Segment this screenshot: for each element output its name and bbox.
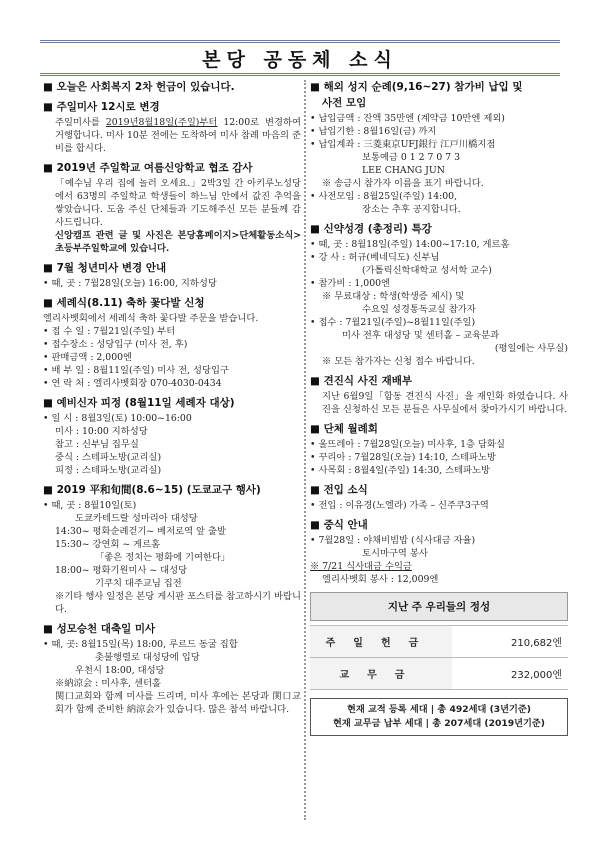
notice-heading: ■ 오늘은 사회복지 2차 헌금이 있습니다.: [43, 81, 235, 93]
section-text: 関口교회와 함께 미사를 드리며, 미사 후에는 본당과 関口교회가 함께 준비한 納涼会가 있습니다. 많은 참석 바랍니다.: [55, 691, 301, 715]
list-item: 엘리사벳회 봉사 : 12,009엔: [322, 574, 439, 585]
household-line: 현재 교무금 납부 세대 | 총 207세대 (2019년기준): [332, 718, 546, 729]
section-heading: ■ 7월 청년미사 변경 안내: [43, 262, 167, 274]
list-item: 기쿠치 대주교님 집전: [95, 578, 182, 589]
table-row: [310, 658, 568, 690]
section-heading: ■ 예비신자 피정 (8월11일 세례자 대상): [43, 397, 235, 409]
list-item: 도쿄카테드랄 성마리아 대성당: [75, 513, 198, 524]
offering-title: 지난 주 우리들의 정성: [310, 592, 568, 621]
section-text: ※기타 행사 일정은 본당 게시판 포스터를 참고하시기 바랍니다.: [55, 591, 301, 615]
section-text: 엘리사벳회에서 세례식 축하 꽃다발 주문을 받습니다.: [43, 313, 259, 324]
list-item: • 전입 : 이유경(노엘라) 가족 – 신주쿠3구역: [310, 500, 489, 511]
list-item: 미사 전후 대성당 및 센터홀 – 교육분과: [342, 330, 500, 341]
summer-school-section: [43, 161, 301, 255]
list-item: 15:30~ 강연회 ~ 게르홈: [55, 539, 161, 550]
offering-value: 232,000엔: [452, 658, 568, 690]
table-row: [310, 626, 568, 658]
list-item: • 강 사 : 허규(베네딕도) 신부님: [310, 252, 440, 263]
peace-section: [43, 483, 301, 616]
list-item: • 배 부 일 : 8월11일(주일) 미사 전, 성당입구: [43, 365, 229, 376]
list-item: ※ 무료대상 : 학생(학생증 제시) 및: [322, 291, 465, 302]
list-item: (가톨릭신학대학교 성서학 교수): [362, 265, 492, 276]
section-heading: ■ 전입 소식: [310, 484, 368, 496]
list-item: 중식 : 스테파노방(교리실): [55, 452, 162, 463]
list-item: 18:00~ 평화기원미사 ~ 대성당: [55, 565, 188, 576]
list-item: 미사 : 10:00 지하성당: [55, 426, 148, 437]
list-item: • 사전모임 : 8월25일(주일) 14:00,: [310, 191, 458, 202]
list-item: • 참가비 : 1,000엔: [310, 278, 391, 289]
list-item: 「좋은 정치는 평화에 기여한다」: [95, 552, 231, 563]
list-item: • 납입기한 : 8월16일(금) 까지: [310, 126, 437, 137]
section-text: 지난 6월9일「함동 견진식 사진」을 재인화 하였습니다. 사진을 신청하신 모든 분들은 사무실에서 찾아가시기 바랍니다.: [322, 391, 568, 415]
list-item: • 때, 곳 : 8월10일(토): [43, 500, 137, 511]
pilgrimage-section: [310, 80, 568, 216]
list-item: • 연 락 처 : 엘리사벳회장 070-4030-0434: [43, 378, 222, 389]
section-heading: ■ 주일미사 12시로 변경: [43, 101, 160, 113]
list-item: LEE CHANG JUN: [362, 165, 445, 176]
youth-mass-section: [43, 261, 301, 290]
household-summary-box: [310, 698, 568, 736]
mass-change-section: [43, 100, 301, 155]
list-item: • 납입금액 : 잔액 35만엔 (계약금 10만엔 제외): [310, 113, 505, 124]
list-item: • 납입계좌 : 三菱東京UFJ銀行 江戸川橋지점: [310, 139, 496, 150]
list-item: 장소는 추후 공지합니다.: [362, 204, 461, 215]
list-item: 수요일 성경통독교실 참가자: [362, 304, 476, 315]
transfer-section: [310, 483, 568, 512]
section-heading: ■ 중식 안내: [310, 519, 368, 531]
household-line: 현재 교적 등록 세대 | 총 492세대 (3년기준): [347, 704, 531, 715]
list-item: • 사목회 : 8월4일(주일) 14:30, 스테파노방: [310, 465, 490, 476]
list-item: 참고 : 신부님 집무실: [55, 439, 139, 450]
section-heading: ■ 세례식(8.11) 축하 꽃다발 신청: [43, 297, 205, 309]
retreat-section: [43, 396, 301, 477]
list-item: • 접수장소 : 성당입구 (미사 전, 후): [43, 339, 188, 350]
offering-value: 210,682엔: [452, 626, 568, 658]
lunch-section: [310, 518, 568, 586]
list-item: ※ 모든 참가자는 신청 접수 바랍니다.: [322, 356, 475, 367]
offering-label: 교무금: [310, 658, 452, 690]
list-item: (평일에는 사무실): [494, 343, 568, 354]
list-item: • 때, 곳 : 7월28일(오늘) 16:00, 지하성당: [43, 278, 217, 289]
list-item: ※納涼会 : 미사후, 센터홀: [55, 678, 162, 689]
section-text: 주일미사를 2019년8월18일(주일)부터 12:00로 변경하여 거행합니다. 미사 10분 전에는 도착하여 미사 참례 마음의 준비를 합시다.: [55, 117, 301, 154]
page-header: [40, 40, 560, 76]
list-item: 14:30~ 평화순례걷기~ 베저로역 앞 출발: [55, 526, 226, 537]
list-item: ※ 송금시 참가자 이름을 표기 바랍니다.: [322, 178, 484, 189]
section-heading: ■ 해외 성지 순례(9,16~27) 참가비 납입 및: [310, 81, 523, 93]
assumption-section: [43, 622, 301, 716]
list-item: • 접수 : 7월21일(주일)~8월11일(주일): [310, 317, 476, 328]
right-column: [310, 80, 568, 736]
section-heading: ■ 단체 월례회: [310, 423, 378, 435]
section-text: 「예수님 우리 집에 놀러 오세요.」2박3일 간 아키루노성당에서 63명의 주일학교 학생들이 하느님 안에서 값진 추억을 쌓았습니다. 도움 주신 단체들과 기도해주신 모든 분들께 감사드립니다.: [55, 178, 301, 228]
offering-table: [310, 625, 568, 690]
list-item: • 접 수 일 : 7월21일(주일) 부터: [43, 326, 176, 337]
left-column: [43, 80, 301, 722]
page-title: 본당 공동체 소식: [202, 48, 398, 71]
list-item: 우천시 18:00, 대성당: [75, 665, 165, 676]
section-heading: ■ 견진식 사진 재배부: [310, 375, 413, 387]
list-item: 보통예금 0 1 2 7 0 7 3: [362, 152, 461, 163]
confirmation-photo-section: [310, 374, 568, 416]
section-heading: ■ 2019 平和旬間(8.6~15) (도쿄교구 행사): [43, 484, 261, 496]
column-divider: [304, 80, 306, 820]
list-item: • 꾸리아 : 7월28일(오늘) 14:10, 스테파노방: [310, 452, 496, 463]
section-heading: ■ 신약성경 (총정리) 특강: [310, 223, 432, 235]
bible-lecture-section: [310, 222, 568, 368]
list-item: • 때, 곳: 8월15일(목) 18:00, 루르드 동굴 집합: [43, 639, 238, 650]
notice-section: [43, 80, 301, 94]
list-item: • 때, 곳 : 8월18일(주일) 14:00~17:10, 게르홈: [310, 239, 510, 250]
section-heading-cont: 사전 모임: [322, 97, 367, 109]
section-heading: ■ 2019년 주일학교 여름신앙학교 협조 감사: [43, 162, 253, 174]
list-item: • 판매금액 : 2,000엔: [43, 352, 133, 363]
section-text-bold: 신앙캠프 관련 글 및 사진은 본당홈페이지>단체활동소식>초등부주일학교에 있습니다.: [55, 230, 301, 254]
meetings-section: [310, 422, 568, 477]
section-heading: ■ 성모승천 대축일 미사: [43, 623, 156, 635]
list-item: 피정 : 스테파노방(교리실): [55, 465, 162, 476]
list-item: • 일 시 : 8월3일(토) 10:00~16:00: [43, 413, 192, 424]
offering-label: 주일헌금: [310, 626, 452, 658]
list-item: 토시마구역 봉사: [362, 548, 428, 559]
list-item: 촛불행렬로 대성당에 입당: [95, 652, 200, 663]
list-item: ※ 7/21 식사대금 수익금: [310, 561, 412, 572]
flower-section: [43, 296, 301, 390]
list-item: • 7월28일 : 야채비빔밥 (식사대금 자율): [310, 535, 476, 546]
list-item: • 울뜨레아 : 7월28일(오늘) 미사후, 1층 담화실: [310, 439, 505, 450]
